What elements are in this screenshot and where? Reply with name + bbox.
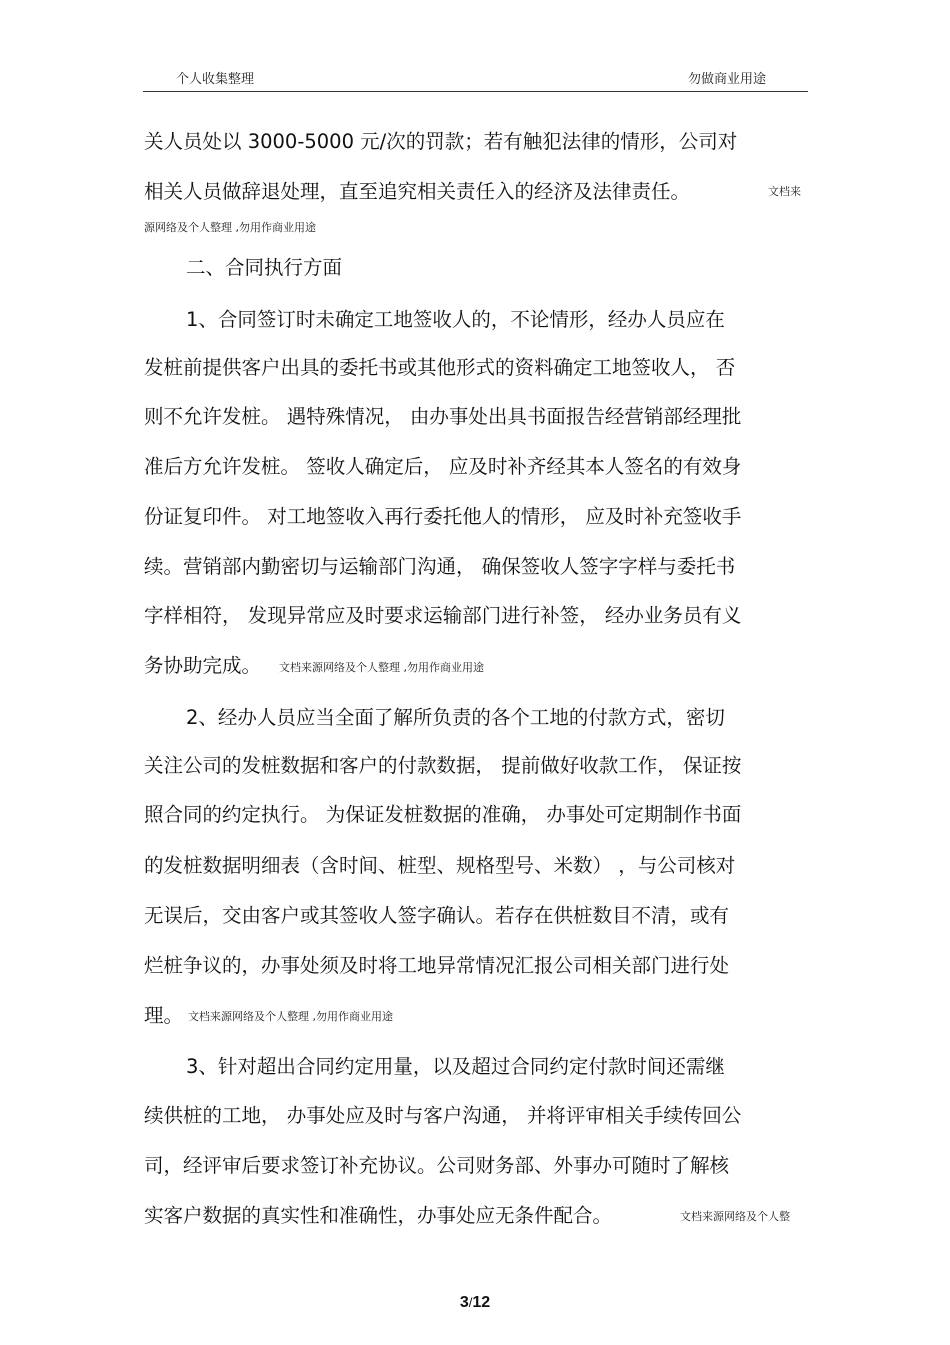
watermark-text: 文档来源网络及个人整 [680,1210,790,1223]
body-line: 字样相符， 发现异常应及时要求运输部门进行补签， 经办业务员有义 [144,604,742,627]
watermark-text: 文档来源网络及个人整理 ,勿用作商业用途 [279,661,484,674]
header-left-text: 个人收集整理 [176,72,255,87]
page-number [0,1294,950,1312]
body-line: 无误后，交由客户或其签收人签字确认。若存在供桩数目不清，或有 [144,904,730,927]
body-line: 续。营销部内勤密切与运输部门沟通， 确保签收人签字字样与委托书 [144,555,736,578]
body-line: 的发桩数据明细表（含时间、桩型、规格型号、米数） ，与公司核对 [144,854,736,877]
body-line: 理。 [144,1004,184,1027]
body-line: 关人员处以 3000-5000 元/次的罚款；若有触犯法律的情形，公司对 [144,130,738,153]
body-line: 相关人员做辞退处理，直至追究相关责任入的经济及法律责任。 [144,180,691,203]
current-page: 3 [459,1294,469,1311]
body-line: 烂桩争议的，办事处须及时将工地异常情况汇报公司相关部门进行处 [144,954,730,977]
body-line: 关注公司的发桩数据和客户的付款数据， 提前做好收款工作， 保证按 [144,754,742,777]
body-line: 2、经办人员应当全面了解所负责的各个工地的付款方式，密切 [186,706,725,729]
body-line: 准后方允许发桩。 签收人确定后， 应及时补齐经其本人签名的有效身 [144,455,742,478]
watermark-text: 文档来源网络及个人整理 ,勿用作商业用途 [188,1010,393,1023]
body-line: 发桩前提供客户出具的委托书或其他形式的资料确定工地签收人， 否 [144,356,736,379]
body-line: 务协助完成。 [144,654,262,677]
section-heading: 二、合同执行方面 [186,256,343,279]
body-line: 续供桩的工地， 办事处应及时与客户沟通， 并将评审相关手续传回公 [144,1104,742,1127]
body-line: 实客户数据的真实性和准确性，办事处应无条件配合。 [144,1204,613,1227]
body-line: 司，经评审后要求签订补充协议。公司财务部、外事办可随时了解核 [144,1154,730,1177]
body-line: 份证复印件。 对工地签收入再行委托他人的情形， 应及时补充签收手 [144,505,742,528]
body-line: 照合同的约定执行。 为保证发桩数据的准确， 办事处可定期制作书面 [144,803,742,826]
total-pages: 12 [472,1294,491,1311]
header-right-text: 勿做商业用途 [688,72,767,87]
body-line: 1、合同签订时未确定工地签收人的，不论情形，经办人员应在 [186,308,725,331]
header-divider [143,91,808,92]
watermark-text: 文档来 [768,185,801,198]
body-line: 3、针对超出合同约定用量，以及超过合同约定付款时间还需继 [186,1055,725,1078]
page-separator: / [468,1295,473,1310]
body-line: 则不允许发桩。 遇特殊情况， 由办事处出具书面报告经营销部经理批 [144,405,742,428]
watermark-text: 源网络及个人整理 ,勿用作商业用途 [144,221,316,234]
